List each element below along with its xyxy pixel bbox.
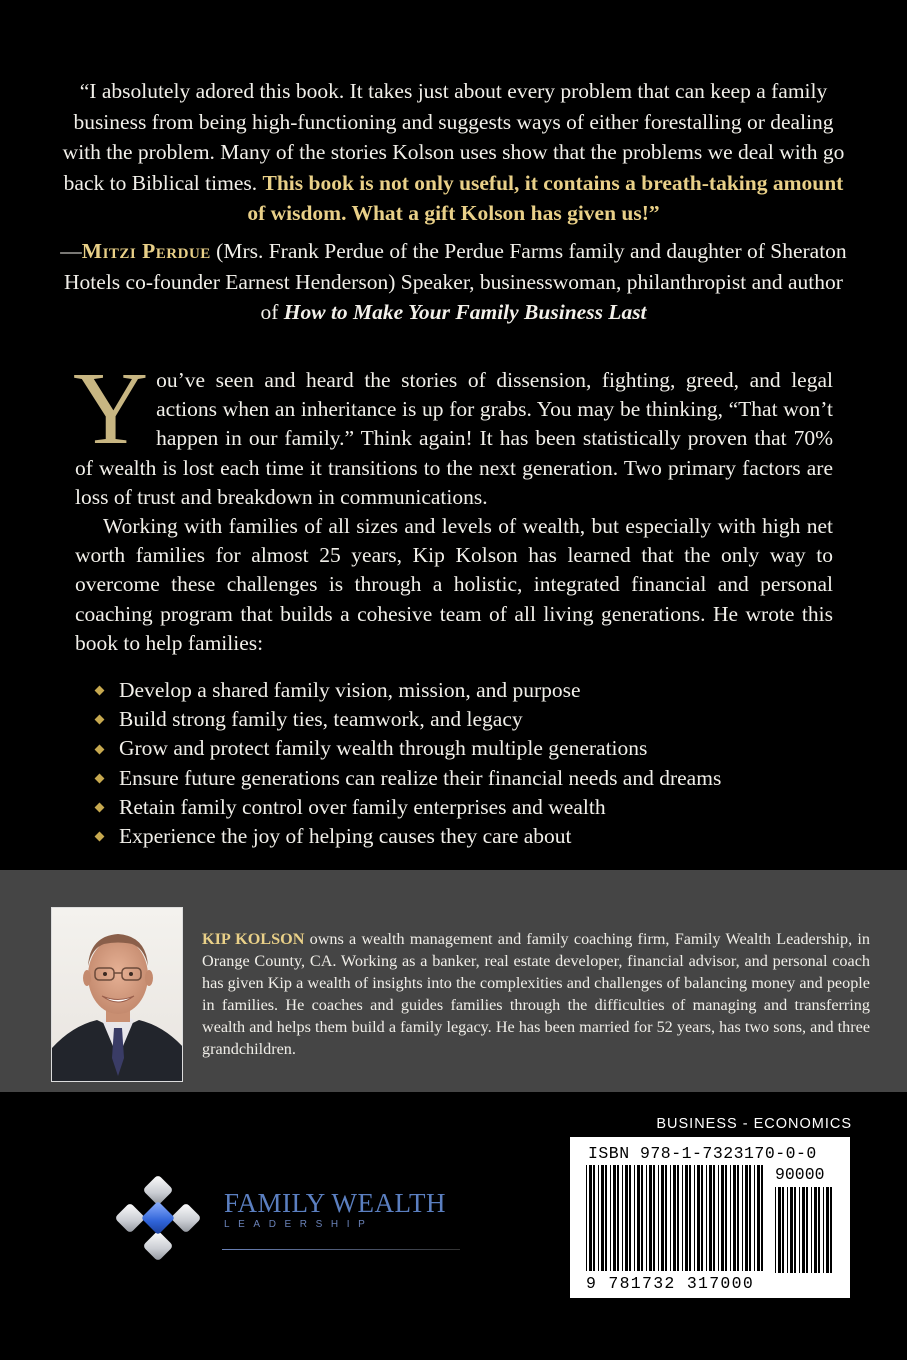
endorsement-quote [60, 76, 847, 229]
barcode-bar [649, 1165, 652, 1271]
diamond-bullet-icon [95, 802, 105, 812]
barcode-bar [782, 1187, 784, 1273]
list-item: Retain family control over family enterprises and wealth [96, 793, 836, 822]
barcode-bar [775, 1187, 776, 1273]
barcode-bar [617, 1165, 619, 1271]
author-photo [51, 907, 183, 1082]
barcode-bar [794, 1187, 796, 1273]
barcode-bar [661, 1165, 664, 1271]
list-item: Ensure future generations can realize their financial needs and dreams [96, 764, 836, 793]
barcode-bar [830, 1187, 832, 1273]
barcode-bar [761, 1165, 763, 1271]
price-code: 90000 [775, 1165, 825, 1184]
description-paragraph-1: ou’ve seen and heard the stories of dissension, fighting, greed, and legal actions when an inheritance is up for grabs. You may be thinking, “That won’t happen in our family.” Think again! It has been statistically proven that 70% of wealth is lost each time it transitions to the next generation. Two primary factors are loss of trust and breakdown in communications. [75, 368, 833, 509]
attribution-text: (Mrs. Frank Perdue of the Perdue Farms family and daughter of Sheraton Hotels co-founder Earnest Henderson) Speaker, businesswoman, philanthropist and author of [64, 239, 847, 324]
logo-subtitle: LEADERSHIP [224, 1219, 374, 1230]
book-category: BUSINESS - ECONOMICS [656, 1116, 852, 1132]
list-item: Grow and protect family wealth through multiple generations [96, 734, 836, 763]
barcode-bar [754, 1165, 755, 1271]
barcode-bar [694, 1165, 695, 1271]
logo-underline [222, 1249, 460, 1250]
diamond-bullet-icon [95, 686, 105, 696]
diamond-bullet-icon [95, 715, 105, 725]
family-wealth-logo [224, 1188, 464, 1230]
barcode-bar [593, 1165, 595, 1271]
barcode-bar [806, 1187, 808, 1273]
barcode-bar [665, 1165, 667, 1271]
barcode-bar [709, 1165, 712, 1271]
barcode-bar [610, 1165, 611, 1271]
diamond-bullet-icon [95, 832, 105, 842]
barcode-bar [622, 1165, 623, 1271]
barcode-bar [641, 1165, 643, 1271]
barcode-bar [749, 1165, 751, 1271]
barcode-bar [589, 1165, 592, 1271]
logo-title: FAMILY WEALTH [224, 1188, 447, 1218]
barcode-bar [823, 1187, 824, 1273]
barcode-bar [718, 1165, 719, 1271]
list-item: Build strong family ties, teamwork, and legacy [96, 705, 836, 734]
barcode-bar [826, 1187, 829, 1273]
barcode-bar [818, 1187, 820, 1273]
barcode-bar [646, 1165, 647, 1271]
barcode-bar [799, 1187, 800, 1273]
barcode-bar [757, 1165, 760, 1271]
barcode-bar [733, 1165, 736, 1271]
barcode-bar [586, 1165, 587, 1271]
barcode-bar [605, 1165, 607, 1271]
barcode-bar [730, 1165, 731, 1271]
diamond-bullet-icon [95, 773, 105, 783]
barcode-bar [706, 1165, 707, 1271]
barcode-bar [677, 1165, 679, 1271]
barcode-bar [713, 1165, 715, 1271]
drop-cap: Y [73, 351, 149, 466]
barcode-digits: 9 781732 317000 [586, 1274, 755, 1293]
list-item: Experience the joy of helping causes they care about [96, 822, 836, 851]
price-barcode-bars [773, 1187, 837, 1275]
isbn-number: ISBN 978-1-7323170-0-0 [588, 1144, 817, 1163]
barcode-bar [601, 1165, 604, 1271]
barcode-bar [721, 1165, 724, 1271]
barcode-bar [598, 1165, 599, 1271]
barcode-bar [697, 1165, 700, 1271]
description-paragraph-2: Working with families of all sizes and levels of wealth, but especially with high net worth families for almost 25 years, Kip Kolson has learned that the only way to overcome these challenges is through a holistic, integrated financial and personal coaching program that builds a cohesive team of all living generations. He wrote this book to help families: [75, 514, 833, 655]
quote-attribution [60, 236, 847, 328]
barcode-bar [653, 1165, 655, 1271]
barcode-bar [701, 1165, 703, 1271]
barcode-bar [629, 1165, 631, 1271]
book-description [73, 351, 833, 658]
endorser-name: Mitzi Perdue [81, 239, 211, 263]
barcode-bar [682, 1165, 683, 1271]
barcode-bar [637, 1165, 640, 1271]
author-bio-band [0, 870, 907, 1092]
quote-highlight: This book is not only useful, it contains a breath-taking amount of wisdom. What a gift Kolson has given us!” [247, 170, 844, 225]
author-name: KIP KOLSON [202, 930, 305, 948]
barcode-bar [689, 1165, 691, 1271]
barcode-bar [658, 1165, 659, 1271]
author-bio-text: owns a wealth management and family coaching firm, Family Wealth Leadership, in Orange County, CA. Working as a banker, real estate developer, financial advisor, and personal coach has given Kip a wealth of insights into the complexities and challenges of balancing money and people in families. He coaches and guides families through the difficulties of managing and transferring wealth and helps them build a family legacy. He has been married for 52 years, has two sons, and three grandchildren. [202, 930, 870, 1058]
barcode-bar [673, 1165, 676, 1271]
barcode-bar [725, 1165, 727, 1271]
author-bio [202, 928, 870, 1060]
barcode-bar [790, 1187, 793, 1273]
quote-text: “I absolutely adored this book. It takes just about every problem that can keep a family business from being high-functioning and suggests ways of either forestalling or dealing with the problem. Many of the stories Kolson uses show that the problems we deal with go back to Biblical times. [62, 79, 845, 195]
isbn-barcode [570, 1137, 850, 1298]
family-wealth-logo-icon [104, 1172, 214, 1278]
barcode-bar [742, 1165, 743, 1271]
barcode-bar [811, 1187, 812, 1273]
diamond-bullet-icon [95, 744, 105, 754]
list-item: Develop a shared family vision, mission, and purpose [96, 676, 836, 705]
barcode-bar [685, 1165, 688, 1271]
author-portrait-icon [52, 908, 183, 1082]
barcode-bar [745, 1165, 748, 1271]
barcode-bar [787, 1187, 788, 1273]
barcode-bar [613, 1165, 616, 1271]
barcode-bar [670, 1165, 671, 1271]
barcode-bar [625, 1165, 628, 1271]
barcode-bar [802, 1187, 805, 1273]
ean-barcode-bars [584, 1165, 764, 1275]
attribution-dash: — [60, 239, 82, 263]
endorser-book-title: How to Make Your Family Business Last [283, 300, 647, 324]
benefits-list [96, 676, 836, 851]
barcode-bar [814, 1187, 817, 1273]
barcode-bar [737, 1165, 739, 1271]
barcode-bar [634, 1165, 635, 1271]
barcode-bar [778, 1187, 781, 1273]
